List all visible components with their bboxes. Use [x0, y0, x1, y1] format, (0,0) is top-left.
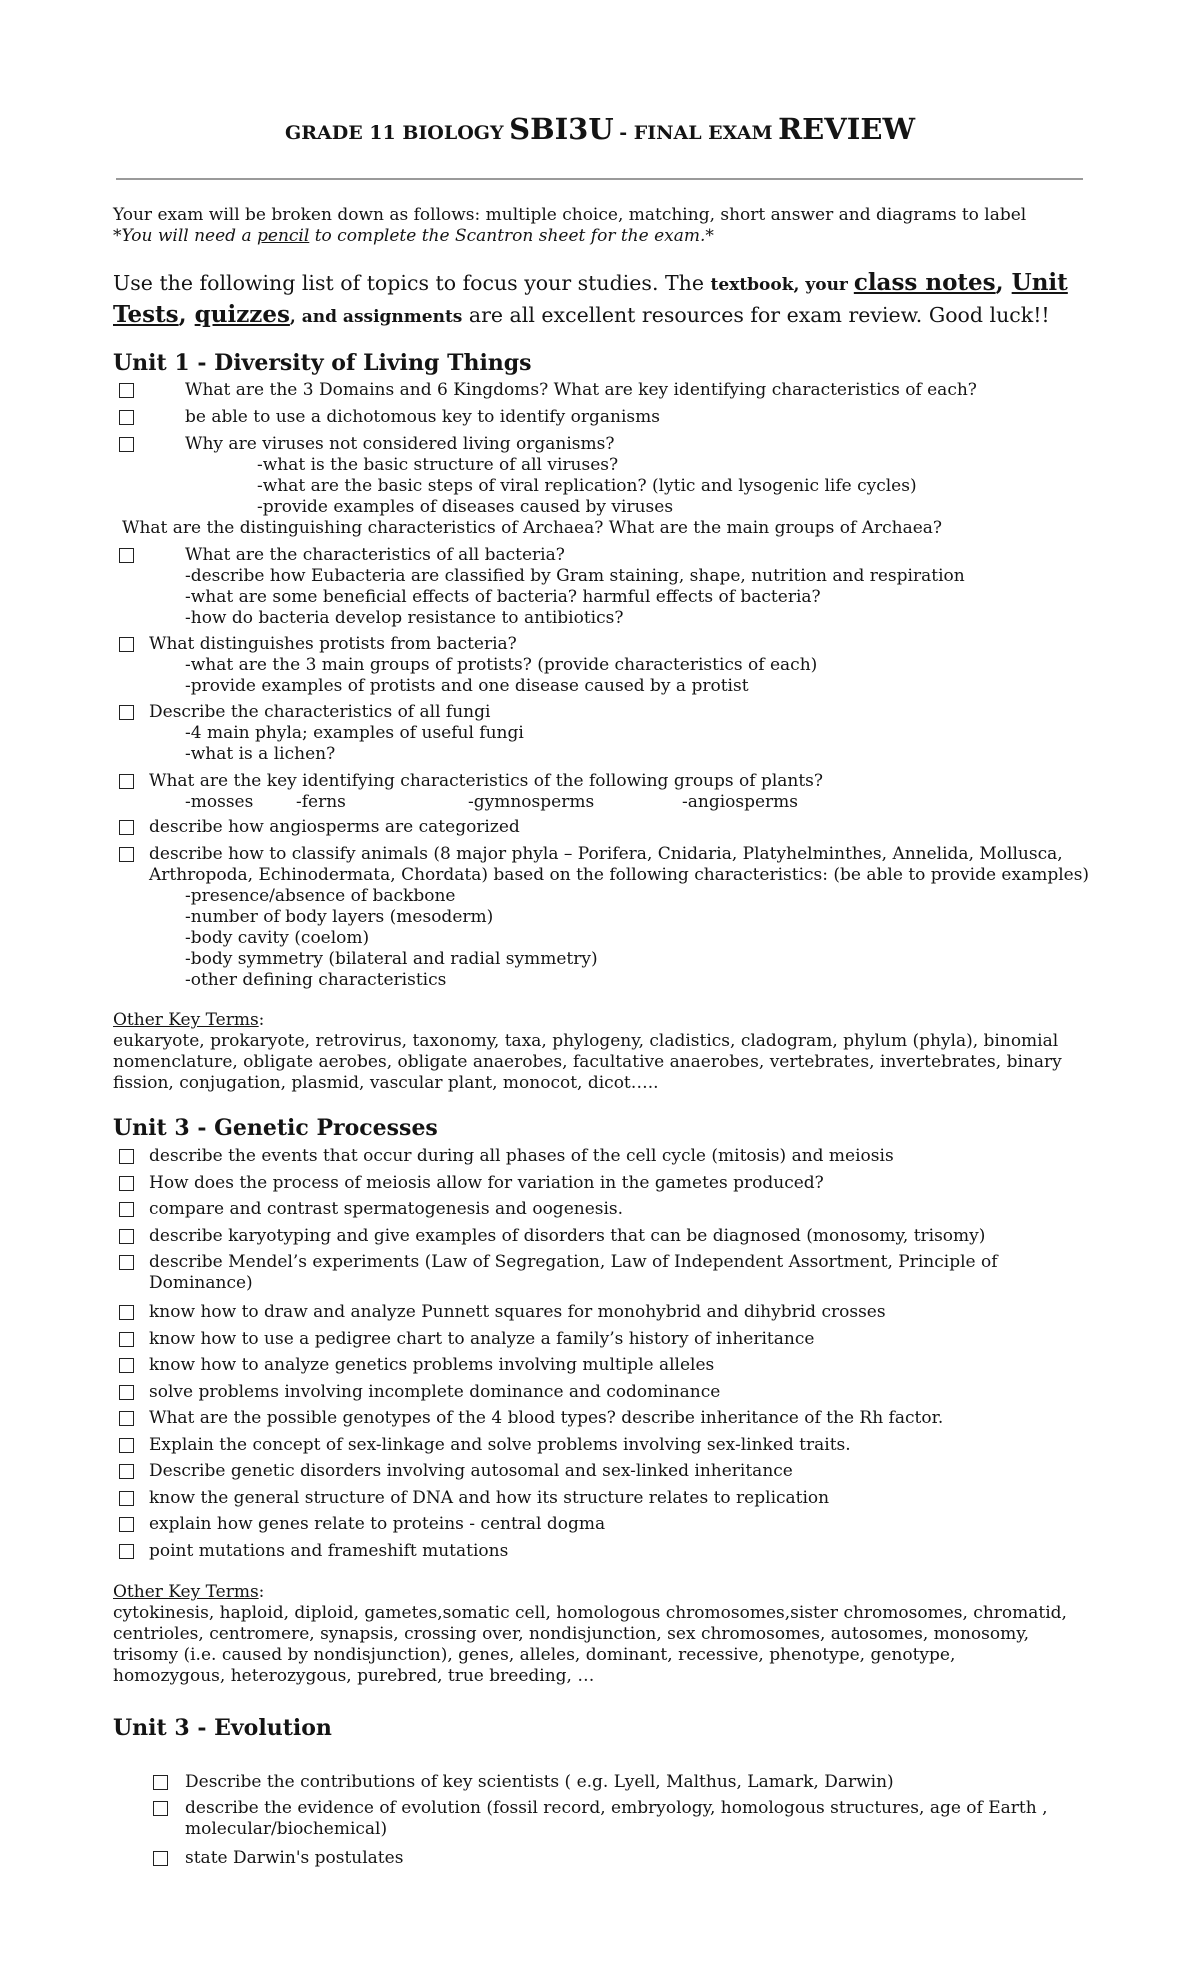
checkbox[interactable]	[119, 820, 134, 835]
checklist-item: know how to draw and analyze Punnett squares for monohybrid and dihybrid crosses	[149, 1302, 886, 1322]
textbook-text: textbook, your	[710, 275, 854, 295]
resources-post: are all excellent resources for exam review. Good luck!!	[462, 303, 1050, 327]
checklist-item: state Darwin's postulates	[185, 1848, 404, 1868]
comma-2: ,	[178, 301, 195, 328]
checklist-item: What distinguishes protists from bacteria?	[149, 634, 517, 654]
study-resources-paragraph	[113, 268, 1073, 332]
key-terms-text: eukaryote, prokaryote, retrovirus, taxonomy, taxa, phylogeny, cladistics, cladogram, phylum (phyla), binomial nomenclature, obligate aerobes, obligate anaerobes, facultative anaerobes, vertebrates, invertebrates, binary fission, conjugation, plasmid, vascular plant, monocot, dicot…..	[113, 1031, 1062, 1093]
checklist-item: describe how to classify animals (8 major phyla – Porifera, Cnidaria, Platyhelminthes, Annelida, Mollusca,	[149, 844, 1063, 864]
key-terms-label-text: Other Key Terms	[113, 1010, 259, 1030]
checklist-subitem: -other defining characteristics	[185, 970, 447, 990]
checklist-item: describe the events that occur during all phases of the cell cycle (mitosis) and meiosis	[149, 1146, 894, 1166]
key-terms-label	[113, 1010, 264, 1030]
checkbox[interactable]	[119, 1305, 134, 1320]
checklist-item: What are the characteristics of all bacteria?	[185, 545, 565, 565]
checkbox[interactable]	[119, 1332, 134, 1347]
checklist-item: solve problems involving incomplete dominance and codominance	[149, 1382, 721, 1402]
checklist-item: describe Mendel’s experiments (Law of Segregation, Law of Independent Assortment, Principle of	[149, 1252, 998, 1272]
checklist-item: know how to analyze genetics problems involving multiple alleles	[149, 1355, 715, 1375]
title-course-code: SBI3U	[509, 112, 614, 146]
checklist-item: describe how angiosperms are categorized	[149, 817, 520, 837]
checklist-item: Describe the characteristics of all fungi	[149, 702, 491, 722]
pencil-note-pre: *You will need a	[113, 226, 257, 246]
checklist-subitem: -presence/absence of backbone	[185, 886, 456, 906]
checklist-item-cont: Arthropoda, Echinodermata, Chordata) based on the following characteristics: (be able to provide examples)	[149, 865, 1090, 885]
pencil-note	[113, 226, 1026, 247]
checkbox[interactable]	[119, 1149, 134, 1164]
checkbox[interactable]	[119, 1517, 134, 1532]
assignments-text: , and assignments	[289, 307, 463, 327]
checkbox[interactable]	[119, 1464, 134, 1479]
resources-pre: Use the following list of topics to focus your studies. The	[113, 271, 711, 295]
checklist-subitem: -what are some beneficial effects of bacteria? harmful effects of bacteria?	[185, 587, 821, 607]
plant-group-gymnosperms: -gymnosperms	[468, 792, 595, 812]
checklist-item: explain how genes relate to proteins - central dogma	[149, 1514, 606, 1534]
checkbox[interactable]	[119, 1176, 134, 1191]
key-terms-colon: :	[258, 1582, 265, 1602]
checklist-item: describe karyotyping and give examples of disorders that can be diagnosed (monosomy, trisomy)	[149, 1226, 986, 1246]
checklist-item: compare and contrast spermatogenesis and oogenesis.	[149, 1199, 624, 1219]
checkbox[interactable]	[119, 1438, 134, 1453]
key-terms-text: cytokinesis, haploid, diploid, gametes,somatic cell, homologous chromosomes,sister chromosomes, chromatid, centrioles, centromere, synapsis, crossing over, nondisjunction, sex chromosomes, autosomes, monosomy, trisomy (i.e. caused by nondisjunction), genes, alleles, dominant, recessive, phenotype, genotype, homozygous, heterozygous, purebred, true breeding, …	[113, 1603, 1067, 1686]
page-title	[0, 112, 1200, 146]
checklist-subitem: -4 main phyla; examples of useful fungi	[185, 723, 524, 743]
checkbox[interactable]	[119, 1255, 134, 1270]
quizzes-text: quizzes	[194, 301, 290, 328]
key-terms-label	[113, 1582, 264, 1602]
checkbox[interactable]	[153, 1851, 168, 1866]
checkbox[interactable]	[119, 774, 134, 789]
checkbox[interactable]	[119, 1411, 134, 1426]
checklist-item: Explain the concept of sex-linkage and solve problems involving sex-linked traits.	[149, 1435, 851, 1455]
archaea-question: What are the distinguishing characteristics of Archaea? What are the main groups of Archaea?	[122, 518, 943, 538]
checklist-item: describe the evidence of evolution (fossil record, embryology, homologous structures, age of Earth ,	[185, 1798, 1048, 1818]
checkbox[interactable]	[119, 1544, 134, 1559]
class-notes-text: class notes	[853, 269, 996, 296]
unit3-genetics-heading: Unit 3 - Genetic Processes	[113, 1115, 438, 1141]
pencil-note-post: to complete the Scantron sheet for the exam.*	[309, 226, 714, 246]
title-part1: GRADE 11 BIOLOGY	[284, 122, 504, 144]
checklist-item: What are the possible genotypes of the 4 blood types? describe inheritance of the Rh factor.	[149, 1408, 944, 1428]
checklist-item: What are the key identifying characteristics of the following groups of plants?	[149, 771, 824, 791]
checklist-item: How does the process of meiosis allow for variation in the gametes produced?	[149, 1173, 824, 1193]
checklist-item: know how to use a pedigree chart to analyze a family’s history of inheritance	[149, 1329, 815, 1349]
checkbox[interactable]	[119, 1358, 134, 1373]
checklist-item-cont: molecular/biochemical)	[185, 1819, 388, 1839]
plant-group-mosses: -mosses	[185, 792, 254, 812]
checkbox[interactable]	[119, 637, 134, 652]
pencil-word: pencil	[257, 226, 310, 246]
checklist-subitem: -body symmetry (bilateral and radial symmetry)	[185, 949, 598, 969]
checklist-subitem: -provide examples of diseases caused by viruses	[257, 497, 674, 517]
checklist-subitem: -provide examples of protists and one disease caused by a protist	[185, 676, 749, 696]
key-terms-colon: :	[258, 1010, 265, 1030]
checklist-subitem: -how do bacteria develop resistance to antibiotics?	[185, 608, 624, 628]
comma-1: ,	[995, 269, 1012, 296]
title-part3: REVIEW	[778, 112, 916, 146]
checklist-item: be able to use a dichotomous key to identify organisms	[185, 407, 661, 427]
checklist-subitem: -what are the 3 main groups of protists? (provide characteristics of each)	[185, 655, 818, 675]
unit1-heading: Unit 1 - Diversity of Living Things	[113, 350, 532, 376]
checklist-item: know the general structure of DNA and how its structure relates to replication	[149, 1488, 830, 1508]
title-part2: - FINAL EXAM	[619, 122, 773, 144]
checklist-subitem: -what is the basic structure of all viruses?	[257, 455, 619, 475]
plant-group-ferns: -ferns	[296, 792, 346, 812]
checkbox[interactable]	[119, 1491, 134, 1506]
checklist-subitem: -body cavity (coelom)	[185, 928, 370, 948]
checklist-subitem: -number of body layers (mesoderm)	[185, 907, 494, 927]
checkbox[interactable]	[119, 1202, 134, 1217]
checkbox[interactable]	[153, 1775, 168, 1790]
checklist-item: point mutations and frameshift mutations	[149, 1541, 509, 1561]
checklist-item-cont: Dominance)	[149, 1273, 253, 1293]
checklist-subitem: -what is a lichen?	[185, 744, 336, 764]
checkbox[interactable]	[119, 548, 134, 563]
unit3-evolution-heading: Unit 3 - Evolution	[113, 1715, 332, 1741]
checkbox[interactable]	[119, 1385, 134, 1400]
exam-format-note	[113, 205, 1026, 247]
plant-group-angiosperms: -angiosperms	[682, 792, 799, 812]
checklist-subitem: -what are the basic steps of viral replication? (lytic and lysogenic life cycles)	[257, 476, 917, 496]
checklist-item: What are the 3 Domains and 6 Kingdoms? What are key identifying characteristics of each?	[185, 380, 977, 400]
checklist-item: Describe the contributions of key scientists ( e.g. Lyell, Malthus, Lamark, Darwin)	[185, 1772, 894, 1792]
checkbox[interactable]	[153, 1801, 168, 1816]
checkbox[interactable]	[119, 705, 134, 720]
unit-tests-text: Unit Tests	[113, 269, 1068, 328]
title-divider	[116, 178, 1083, 180]
checkbox[interactable]	[119, 1229, 134, 1244]
checkbox[interactable]	[119, 410, 134, 425]
exam-format-line: Your exam will be broken down as follows: multiple choice, matching, short answer and diagrams to label	[113, 205, 1027, 225]
checkbox[interactable]	[119, 383, 134, 398]
key-terms-label-text: Other Key Terms	[113, 1582, 259, 1602]
checkbox[interactable]	[119, 847, 134, 862]
checklist-subitem: -describe how Eubacteria are classified by Gram staining, shape, nutrition and respiration	[185, 566, 965, 586]
checklist-item: Why are viruses not considered living organisms?	[185, 434, 615, 454]
checkbox[interactable]	[119, 437, 134, 452]
checklist-item: Describe genetic disorders involving autosomal and sex-linked inheritance	[149, 1461, 793, 1481]
